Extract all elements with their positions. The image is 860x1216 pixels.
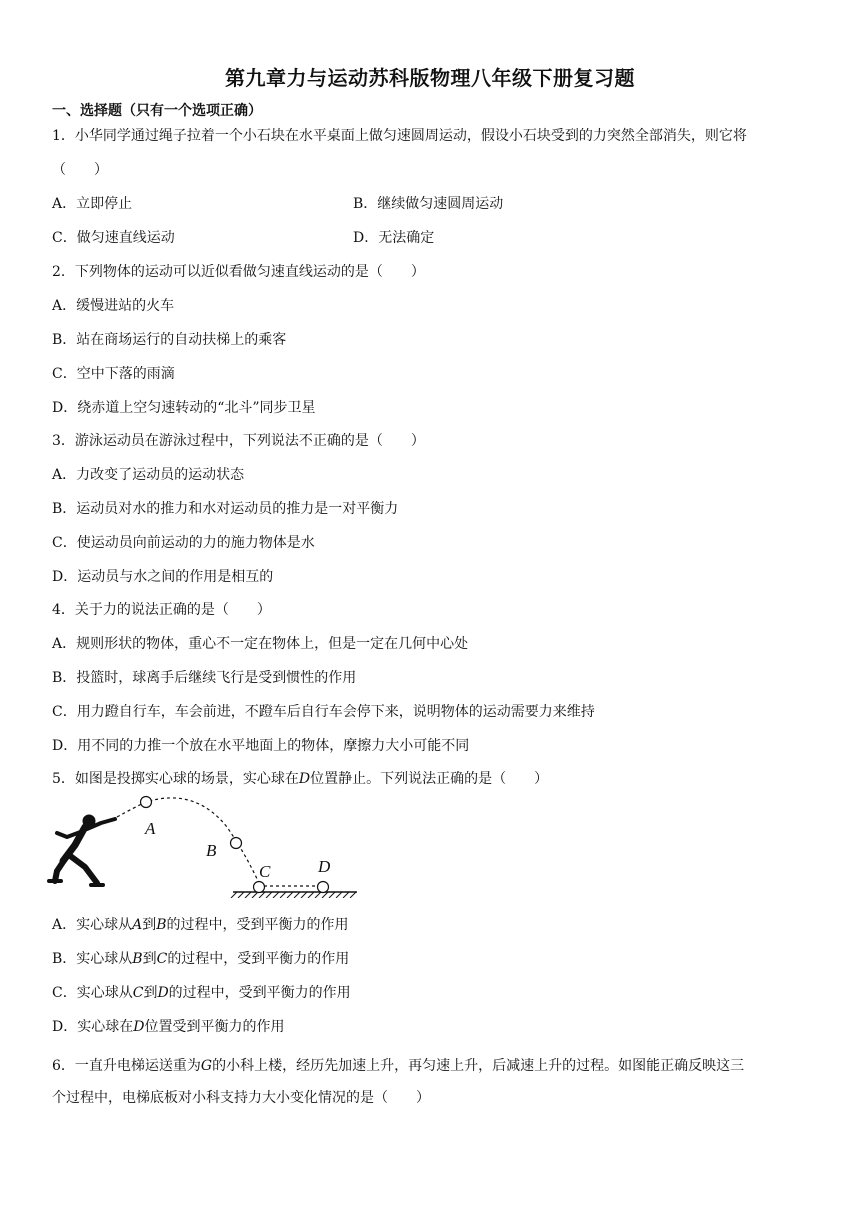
- ball-position-b: [231, 838, 242, 849]
- question-2-option-a: A．缓慢进站的火车: [52, 298, 175, 314]
- option-text: 到: [142, 917, 157, 933]
- question-1-option-c: C．做匀速直线运动: [52, 230, 175, 246]
- question-3-option-d: D．运动员与水之间的作用是相互的: [52, 569, 274, 585]
- question-3-option-a: A．力改变了运动员的运动状态: [52, 467, 245, 483]
- ball-position-c: [254, 882, 265, 893]
- option-variable: D: [133, 1019, 145, 1035]
- question-1-option-d: D．无法确定: [353, 230, 435, 246]
- question-6-stem-part: 6．一直升电梯运送重为: [52, 1058, 201, 1074]
- option-text: 的过程中，受到平衡力的作用: [167, 951, 350, 967]
- option-variable: D: [157, 985, 169, 1001]
- option-variable: A: [132, 917, 143, 933]
- question-4-option-a: A．规则形状的物体，重心不一定在物体上，但是一定在几何中心处: [52, 636, 469, 652]
- ground-hatching: [231, 892, 356, 898]
- question-5-option-d: [52, 1018, 284, 1036]
- question-2-option-d: D．绕赤道上空匀速转动的“北斗”同步卫星: [52, 400, 316, 416]
- question-5-option-c: [52, 984, 351, 1002]
- section-heading: 一、选择题（只有一个选项正确）: [52, 103, 262, 119]
- question-5-option-a: [52, 916, 349, 934]
- ball-position-a: [141, 797, 152, 808]
- question-1-stem: 1．小华同学通过绳子拉着一个小石块在水平桌面上做匀速圆周运动，假设小石块受到的力突然全部消失，则它将: [52, 128, 747, 144]
- ball-position-d: [318, 882, 329, 893]
- option-text: 到: [143, 985, 158, 1001]
- option-text: D．实心球在: [52, 1019, 134, 1035]
- question-6-stem-continued: 个过程中，电梯底板对小科支持力大小变化情况的是（ ）: [52, 1090, 430, 1106]
- question-1-option-b: B．继续做匀速圆周运动: [353, 196, 504, 212]
- page-title: 第九章力与运动苏科版物理八年级下册复习题: [225, 66, 635, 90]
- question-3-option-c: C．使运动员向前运动的力的施力物体是水: [52, 535, 315, 551]
- option-variable: C: [156, 951, 168, 967]
- question-2-option-c: C．空中下落的雨滴: [52, 366, 175, 382]
- option-text: C．实心球从: [52, 985, 133, 1001]
- question-2-stem: 2．下列物体的运动可以近似看做匀速直线运动的是（ ）: [52, 264, 425, 280]
- option-variable: B: [132, 951, 143, 967]
- label-d: D: [318, 857, 331, 876]
- option-text: 的过程中，受到平衡力的作用: [166, 917, 349, 933]
- label-c: C: [259, 862, 271, 881]
- thrower-figure: [49, 815, 115, 885]
- question-4-option-b: B．投篮时，球离手后继续飞行是受到惯性的作用: [52, 670, 357, 686]
- question-4-option-d: D．用不同的力推一个放在水平地面上的物体，摩擦力大小可能不同: [52, 738, 470, 754]
- label-b: B: [206, 841, 217, 860]
- option-text: 位置受到平衡力的作用: [144, 1019, 285, 1035]
- question-6-stem-part: 的小科上楼，经历先加速上升，再匀速上升，后减速上升的过程。如图能正确反映这三: [212, 1058, 745, 1074]
- option-text: B．实心球从: [52, 951, 133, 967]
- option-variable: C: [132, 985, 144, 1001]
- question-6-stem-variable: G: [200, 1058, 213, 1074]
- question-4-option-c: C．用力蹬自行车，车会前进，不蹬车后自行车会停下来，说明物体的运动需要力来维持: [52, 704, 595, 720]
- shot-put-figure: [45, 793, 365, 898]
- question-6-stem: [52, 1057, 744, 1075]
- option-text: 到: [142, 951, 157, 967]
- question-5-stem-part: 5．如图是投掷实心球的场景，实心球在: [52, 771, 299, 787]
- question-5-stem-variable: D: [298, 771, 311, 787]
- question-4-stem: 4．关于力的说法正确的是（ ）: [52, 602, 271, 618]
- question-5-stem: [52, 770, 548, 788]
- question-3-stem: 3．游泳运动员在游泳过程中，下列说法不正确的是（ ）: [52, 433, 425, 449]
- question-1-stem-continued: （ ）: [52, 162, 108, 178]
- question-3-option-b: B．运动员对水的推力和水对运动员的推力是一对平衡力: [52, 501, 399, 517]
- option-variable: B: [156, 917, 167, 933]
- label-a: A: [145, 819, 156, 838]
- question-2-option-b: B．站在商场运行的自动扶梯上的乘客: [52, 332, 287, 348]
- question-1-option-a: A．立即停止: [52, 196, 133, 212]
- question-5-option-b: [52, 950, 349, 968]
- option-text: 的过程中，受到平衡力的作用: [168, 985, 351, 1001]
- question-5-stem-part: 位置静止。下列说法正确的是（ ）: [310, 771, 549, 787]
- option-text: A．实心球从: [52, 917, 133, 933]
